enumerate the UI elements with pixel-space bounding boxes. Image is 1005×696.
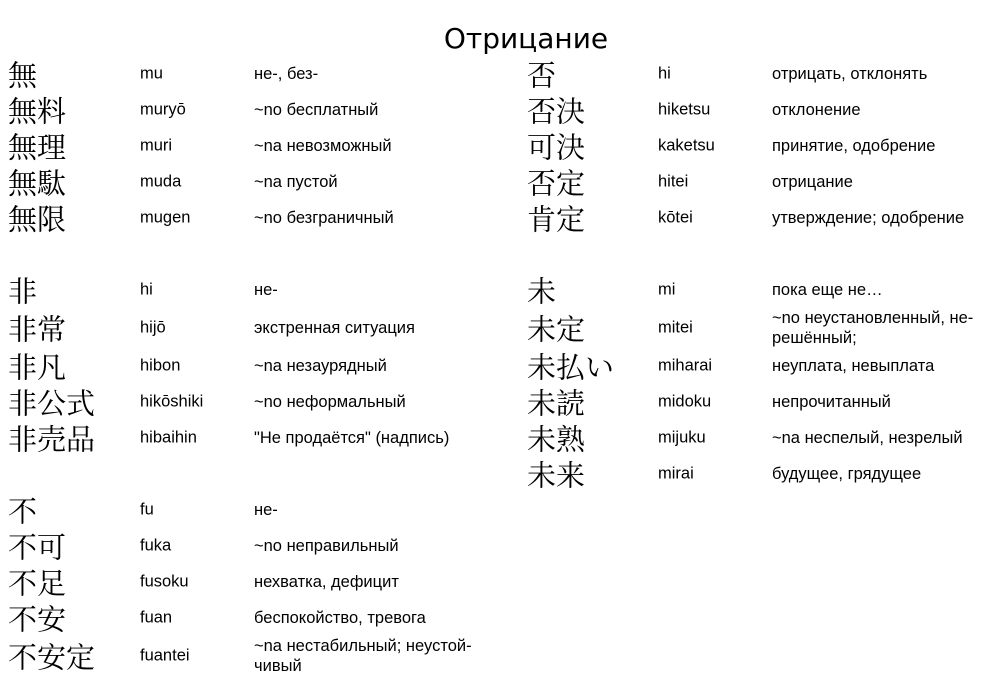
kanji: 無理 <box>8 130 67 165</box>
vocab-row <box>527 384 1005 420</box>
vocab-row <box>8 128 518 164</box>
meaning: ~na пустой <box>254 173 338 191</box>
meaning: ~no неустановленный, не-решённый; <box>772 309 974 347</box>
romaji: mirai <box>658 464 694 483</box>
vocab-row <box>8 200 518 236</box>
romaji: miharai <box>658 356 713 375</box>
romaji: mugen <box>140 208 191 227</box>
meaning: экстренная ситуация <box>254 319 415 337</box>
kanji: 未読 <box>527 386 586 421</box>
kanji: 未来 <box>527 458 586 493</box>
romaji: fuantei <box>140 646 190 665</box>
romaji: fusoku <box>140 572 189 591</box>
meaning: ~no безграничный <box>254 209 394 227</box>
vocab-row <box>8 564 518 600</box>
romaji: fuan <box>140 608 173 627</box>
romaji: mu <box>140 64 163 83</box>
kanji: 未 <box>527 274 557 309</box>
vocab-row <box>527 56 1005 92</box>
spacer <box>8 456 518 492</box>
kanji: 不安定 <box>8 640 96 675</box>
vocab-row <box>8 272 518 308</box>
romaji: hijō <box>140 318 166 337</box>
spacer <box>527 236 1005 272</box>
romaji: muri <box>140 136 173 155</box>
vocab-row <box>527 164 1005 200</box>
meaning: принятие, одобрение <box>772 137 936 155</box>
kanji: 不安 <box>8 602 67 637</box>
kanji: 非公式 <box>8 386 96 421</box>
vocab-row <box>527 456 1005 492</box>
kanji: 非常 <box>8 312 67 347</box>
meaning: отрицание <box>772 173 853 191</box>
kanji: 非 <box>8 274 38 309</box>
kanji: 無駄 <box>8 166 67 201</box>
kanji: 否決 <box>527 94 586 129</box>
meaning: ~no неправильный <box>254 537 399 555</box>
meaning: ~na нестабильный; неустой-чивый <box>254 637 472 675</box>
romaji: hi <box>140 280 153 299</box>
meaning: "Не продаётся" (надпись) <box>254 429 450 447</box>
romaji: kōtei <box>658 208 693 227</box>
meaning: будущее, грядущее <box>772 465 922 483</box>
meaning: не- <box>254 281 278 299</box>
romaji: muda <box>140 172 182 191</box>
romaji: hibaihin <box>140 428 197 447</box>
vocab-row <box>8 600 518 636</box>
romaji: mitei <box>658 318 693 337</box>
kanji: 否 <box>527 58 557 93</box>
meaning: ~na неспелый, незрелый <box>772 429 963 447</box>
meaning: непрочитанный <box>772 393 891 411</box>
vocab-row <box>8 56 518 92</box>
kanji: 無限 <box>8 202 67 237</box>
vocab-row <box>527 92 1005 128</box>
vocab-row <box>8 420 518 456</box>
vocab-row <box>8 92 518 128</box>
meaning: беспокойство, тревога <box>254 609 426 627</box>
romaji: midoku <box>658 392 712 411</box>
vocab-row <box>527 348 1005 384</box>
vocab-row <box>527 308 1005 348</box>
right-column <box>527 56 1005 492</box>
romaji: hibon <box>140 356 181 375</box>
romaji: mijuku <box>658 428 706 447</box>
kanji: 未払い <box>527 350 615 385</box>
kanji: 否定 <box>527 166 586 201</box>
meaning: пока еще не… <box>772 281 883 299</box>
left-column <box>8 56 518 676</box>
kanji: 不可 <box>8 530 67 565</box>
romaji: hitei <box>658 172 689 191</box>
kanji: 未定 <box>527 312 586 347</box>
kanji: 肯定 <box>527 202 586 237</box>
kanji: 無 <box>8 58 38 93</box>
spacer <box>8 236 518 272</box>
kanji: 未熟 <box>527 422 586 457</box>
kanji: 非売品 <box>8 422 96 457</box>
romaji: fuka <box>140 536 172 555</box>
romaji: mi <box>658 280 676 299</box>
meaning: не- <box>254 501 278 519</box>
vocab-row <box>8 636 518 676</box>
vocab-row <box>8 308 518 348</box>
romaji: hi <box>658 64 671 83</box>
vocab-row <box>8 164 518 200</box>
kanji: 非凡 <box>8 350 67 385</box>
meaning: ~na незаурядный <box>254 357 387 375</box>
kanji: 無料 <box>8 94 67 129</box>
meaning: отклонение <box>772 101 861 119</box>
page-title: Отрицание <box>443 22 609 55</box>
meaning: ~no бесплатный <box>254 101 379 119</box>
vocab-row <box>8 492 518 528</box>
vocab-row <box>527 420 1005 456</box>
vocab-row <box>8 348 518 384</box>
romaji: hikōshiki <box>140 392 204 411</box>
meaning: отрицать, отклонять <box>772 65 928 83</box>
kanji: 不足 <box>8 566 67 601</box>
vocab-row <box>8 528 518 564</box>
romaji: fu <box>140 500 154 519</box>
meaning: нехватка, дефицит <box>254 573 399 591</box>
meaning: утверждение; одобрение <box>772 209 965 227</box>
vocab-row <box>527 200 1005 236</box>
romaji: kaketsu <box>658 136 715 155</box>
vocab-row <box>527 128 1005 164</box>
meaning: ~no неформальный <box>254 393 406 411</box>
meaning: ~na невозможный <box>254 137 392 155</box>
kanji: 可決 <box>527 130 586 165</box>
vocab-row <box>8 384 518 420</box>
meaning: не-, без- <box>254 65 319 83</box>
romaji: muryō <box>140 100 186 119</box>
meaning: неуплата, невыплата <box>772 357 935 375</box>
romaji: hiketsu <box>658 100 711 119</box>
kanji: 不 <box>8 494 38 529</box>
vocab-row <box>527 272 1005 308</box>
